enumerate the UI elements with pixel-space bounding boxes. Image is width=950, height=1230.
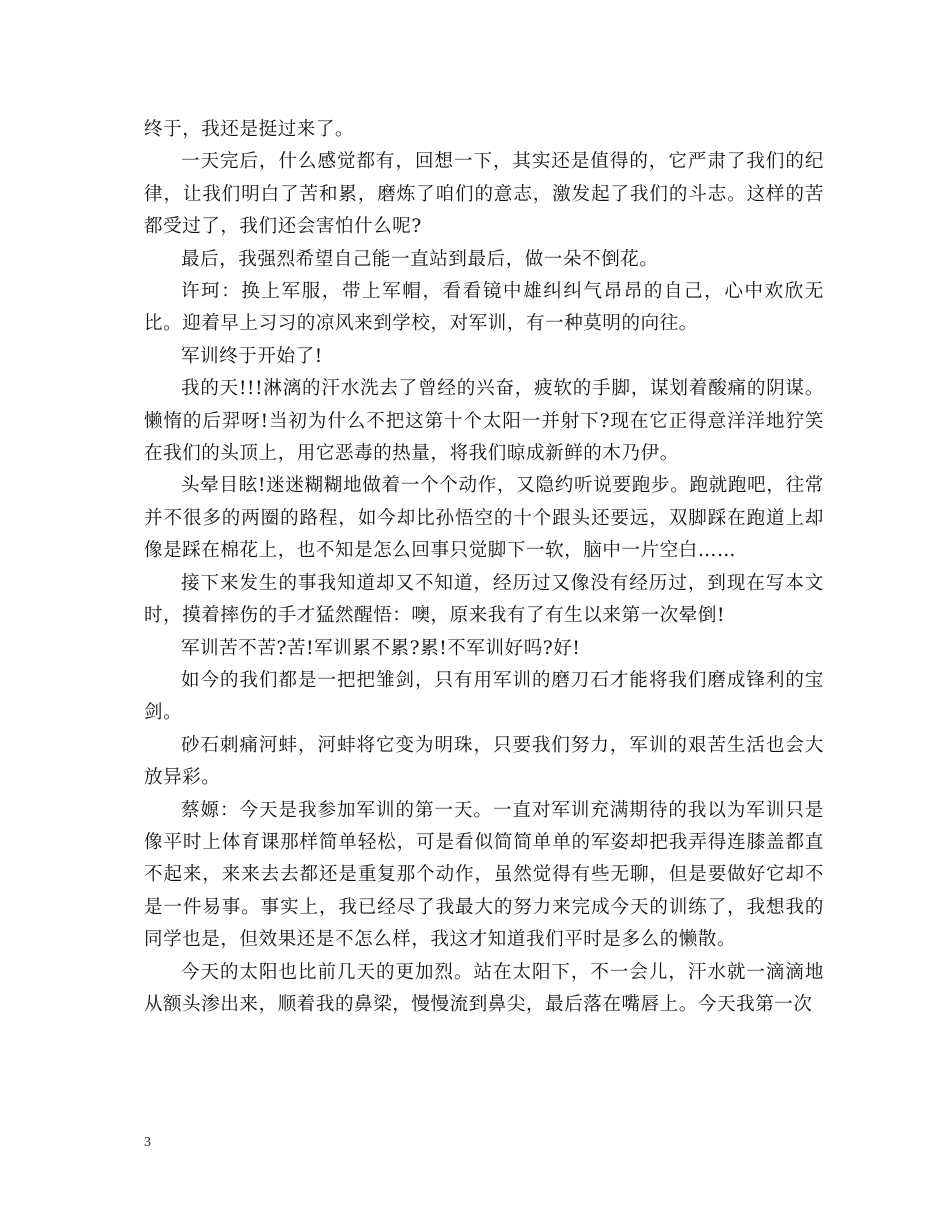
paragraph: 蔡嫄：今天是我参加军训的第一天。一直对军训充满期待的我以为军训只是像平时上体育课那样简单轻松，可是看似简简单单的军姿却把我弄得连膝盖都直不起来，来来去去都还是重复那个动作，虽然觉得有些无聊，但是要做好它却不是一件易事。事实上，我已经尽了我最大的努力来完成今天的训练了，我想我的同学也是，但效果还是不怎么样，我这才知道我们平时是多么的懒散。 [144, 799, 824, 951]
paragraph: 我的天!!!淋漓的汗水洗去了曾经的兴奋，疲软的手脚，谋划着酸痛的阴谋。懒惰的后羿呀!当初为什么不把这第十个太阳一并射下?现在它正得意洋洋地狞笑在我们的头顶上，用它恶毒的热量，将我们晾成新鲜的木乃伊。 [144, 378, 824, 465]
paragraph: 接下来发生的事我知道却又不知道，经历过又像没有经历过，到现在写本文时，摸着摔伤的手才猛然醒悟：噢，原来我有了有生以来第一次晕倒! [144, 572, 824, 627]
paragraph: 最后，我强烈希望自己能一直站到最后，做一朵不倒花。 [181, 248, 659, 270]
paragraph: 砂石刺痛河蚌，河蚌将它变为明珠，只要我们努力，军训的艰苦生活也会大放异彩。 [144, 734, 824, 789]
document-body [144, 114, 824, 1021]
paragraph: 军训终于开始了! [181, 345, 323, 367]
paragraph: 军训苦不苦?苦!军训累不累?累!不军训好吗?好! [181, 637, 581, 659]
paragraph: 头晕目眩!迷迷糊糊地做着一个个动作，又隐约听说要跑步。跑就跑吧，往常并不很多的两圈的路程，如今却比孙悟空的十个跟头还要远，双脚踩在跑道上却像是踩在棉花上，也不知是怎么回事只觉脚下一软，脑中一片空白…… [144, 475, 824, 562]
paragraph: 一天完后，什么感觉都有，回想一下，其实还是值得的，它严肃了我们的纪律，让我们明白了苦和累，磨炼了咱们的意志，激发起了我们的斗志。这样的苦都受过了，我们还会害怕什么呢? [144, 151, 824, 238]
page-number: 3 [144, 1135, 151, 1150]
paragraph: 终于，我还是挺过来了。 [144, 119, 355, 140]
paragraph: 许珂：换上军服，带上军帽，看看镜中雄纠纠气昂昂的自己，心中欢欣无比。迎着早上习习的凉风来到学校，对军训，有一种莫明的向往。 [144, 281, 824, 335]
paragraph: 如今的我们都是一把把雏剑，只有用军训的磨刀石才能将我们磨成锋利的宝剑。 [144, 669, 824, 724]
paragraph: 今天的太阳也比前几天的更加烈。站在太阳下，不一会儿，汗水就一滴滴地从额头渗出来，顺着我的鼻梁，慢慢流到鼻尖，最后落在嘴唇上。今天我第一次 [144, 961, 824, 1015]
